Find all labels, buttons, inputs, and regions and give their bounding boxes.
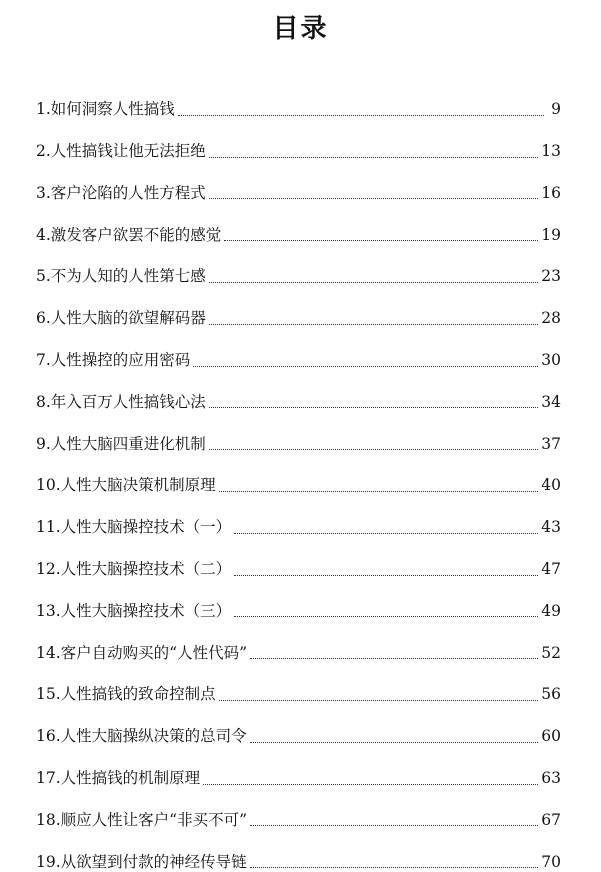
toc-entry-page-number: 49 <box>541 601 561 620</box>
toc-entry[interactable] <box>36 245 561 287</box>
toc-entry-page-number: 63 <box>541 769 561 788</box>
dot-leader <box>234 532 538 534</box>
toc-entry-title: 15.人性搞钱的致命控制点 <box>36 685 216 704</box>
toc-entry-page-number: 67 <box>541 810 561 829</box>
toc-entry[interactable] <box>36 621 561 663</box>
toc-entry-title: 4.激发客户欲罢不能的感觉 <box>36 225 222 244</box>
toc-entry-title: 18.顺应人性让客户“非买不可” <box>36 810 247 829</box>
toc-entry-title: 7.人性操控的应用密码 <box>36 351 191 370</box>
toc-entry-page-number: 43 <box>541 518 561 537</box>
page-title: 目录 <box>272 14 329 44</box>
toc-entry-title: 2.人性搞钱让他无法拒绝 <box>36 142 206 161</box>
toc-entry-title: 17.人性搞钱的机制原理 <box>36 769 201 788</box>
toc-entry-page-number: 56 <box>541 685 561 704</box>
toc-entry[interactable] <box>36 496 561 538</box>
toc-entry-title: 10.人性大脑决策机制原理 <box>36 476 216 495</box>
toc-entry-page-number: 40 <box>541 476 561 495</box>
toc-entry-page-number: 37 <box>541 434 561 453</box>
dot-leader <box>250 741 539 743</box>
toc-entry[interactable] <box>36 412 561 454</box>
toc-entry[interactable] <box>36 538 561 580</box>
dot-leader <box>250 866 539 868</box>
toc-entry-page-number: 13 <box>541 142 561 161</box>
dot-leader <box>250 824 538 826</box>
toc-entry[interactable] <box>36 580 561 622</box>
dot-leader <box>219 699 539 701</box>
toc-entry-page-number: 30 <box>541 351 561 370</box>
dot-leader <box>209 323 538 325</box>
toc-entry[interactable] <box>36 287 561 329</box>
dot-leader <box>209 448 538 450</box>
toc-entry-page-number: 16 <box>541 183 561 202</box>
table-of-contents <box>36 78 561 872</box>
toc-entry[interactable] <box>36 663 561 705</box>
toc-entry-page-number: 19 <box>541 225 561 244</box>
toc-entry[interactable] <box>36 454 561 496</box>
toc-entry[interactable] <box>36 705 561 747</box>
dot-leader <box>209 281 538 283</box>
toc-entry-page-number: 70 <box>541 852 561 871</box>
dot-leader <box>203 783 538 785</box>
toc-entry[interactable] <box>36 747 561 789</box>
dot-leader <box>209 406 538 408</box>
toc-entry[interactable] <box>36 78 561 120</box>
dot-leader <box>224 239 538 241</box>
toc-entry-page-number: 47 <box>541 560 561 579</box>
toc-entry[interactable] <box>36 203 561 245</box>
toc-entry-page-number: 34 <box>541 392 561 411</box>
toc-entry[interactable] <box>36 789 561 831</box>
toc-entry-title: 1.如何洞察人性搞钱 <box>36 100 175 119</box>
toc-entry-title: 5.不为人知的人性第七感 <box>36 267 206 286</box>
dot-leader <box>250 657 538 659</box>
toc-entry[interactable] <box>36 120 561 162</box>
dot-leader <box>209 197 538 199</box>
dot-leader <box>234 615 538 617</box>
toc-entry[interactable] <box>36 371 561 413</box>
toc-entry[interactable] <box>36 830 561 872</box>
toc-entry-page-number: 28 <box>541 309 561 328</box>
dot-leader <box>178 114 544 116</box>
toc-entry-title: 12.人性大脑操控技术（二） <box>36 560 232 579</box>
dot-leader <box>234 574 538 576</box>
toc-entry-page-number: 9 <box>551 100 561 119</box>
toc-entry-title: 16.人性大脑操纵决策的总司令 <box>36 727 247 746</box>
toc-entry-title: 11.人性大脑操控技术（一） <box>36 518 232 537</box>
dot-leader <box>209 156 538 158</box>
toc-entry-page-number: 60 <box>541 727 561 746</box>
toc-entry-title: 6.人性大脑的欲望解码器 <box>36 309 206 328</box>
toc-entry-page-number: 52 <box>541 643 561 662</box>
toc-entry-title: 14.客户自动购买的“人性代码” <box>36 643 247 662</box>
toc-entry-title: 19.从欲望到付款的神经传导链 <box>36 852 247 871</box>
toc-entry-title: 13.人性大脑操控技术（三） <box>36 601 232 620</box>
dot-leader <box>193 365 538 367</box>
toc-entry-title: 8.年入百万人性搞钱心法 <box>36 392 206 411</box>
dot-leader <box>219 490 539 492</box>
toc-entry-page-number: 23 <box>541 267 561 286</box>
toc-entry-title: 9.人性大脑四重进化机制 <box>36 434 206 453</box>
toc-entry[interactable] <box>36 329 561 371</box>
toc-entry[interactable] <box>36 162 561 204</box>
toc-entry-title: 3.客户沦陷的人性方程式 <box>36 183 206 202</box>
